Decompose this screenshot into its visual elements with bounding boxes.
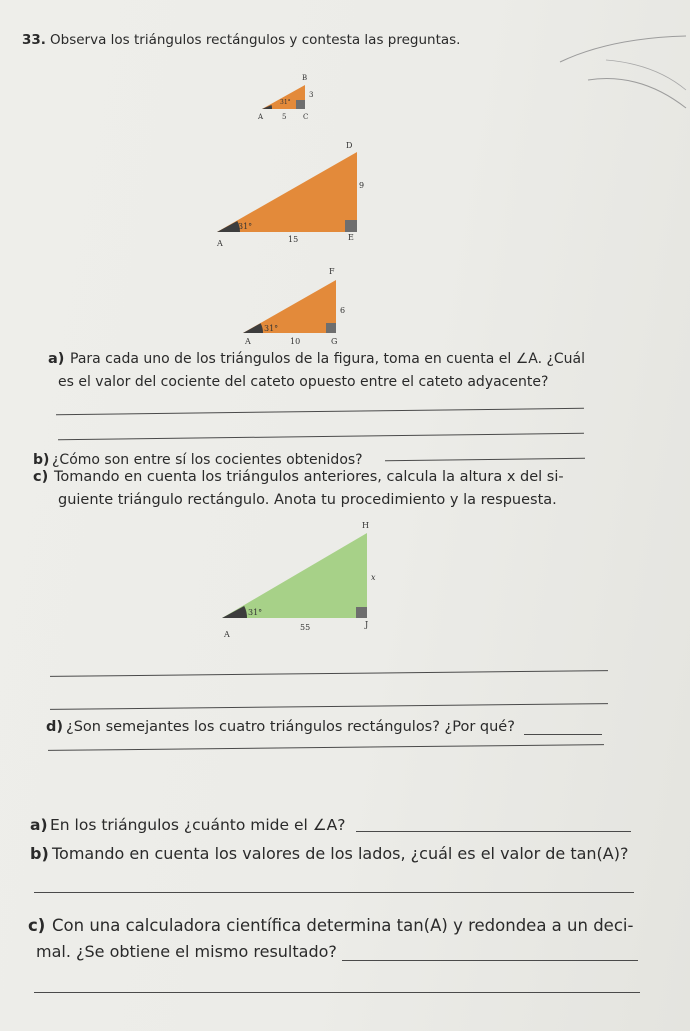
label-A-large: A bbox=[217, 239, 223, 248]
label-55: 55 bbox=[300, 623, 311, 632]
question-d-label: d) bbox=[46, 719, 64, 735]
question-c-line1: Tomando en cuenta los triángulos anteriores, calcula la altura x del si- bbox=[54, 469, 564, 485]
label-5: 5 bbox=[282, 113, 287, 121]
question2-b-text: Tomando en cuenta los valores de los lados, ¿cuál es el valor de tan(A)? bbox=[52, 844, 629, 863]
question2-c-line1: Con una calculadora científica determina tan(A) y redondea a un deci- bbox=[52, 916, 634, 935]
question-b-text: ¿Cómo son entre sí los cocientes obtenidos? bbox=[52, 452, 363, 468]
label-3: 3 bbox=[309, 91, 314, 99]
answer-line-2c1[interactable] bbox=[342, 960, 638, 961]
label-A-small: A bbox=[258, 113, 264, 121]
label-B: B bbox=[302, 74, 308, 82]
answer-line-d1[interactable] bbox=[524, 734, 602, 735]
label-angle-green: 31° bbox=[248, 608, 263, 617]
label-E: E bbox=[348, 233, 354, 242]
label-H: H bbox=[362, 521, 369, 530]
question-d-text: ¿Son semejantes los cuatro triángulos rectángulos? ¿Por qué? bbox=[66, 719, 515, 735]
triangle-green-right-angle bbox=[356, 607, 367, 618]
exercise-instruction: Observa los triángulos rectángulos y contesta las preguntas. bbox=[50, 32, 461, 48]
question-b-label: b) bbox=[33, 452, 50, 468]
label-15: 15 bbox=[288, 235, 299, 244]
question-c-line2: guiente triángulo rectángulo. Anota tu procedimiento y la respuesta. bbox=[58, 492, 557, 508]
question2-c-label: c) bbox=[28, 916, 46, 935]
label-angle-medium: 31° bbox=[264, 324, 279, 333]
label-angle-large: 31° bbox=[238, 222, 253, 231]
question-a-line2: es el valor del cociente del cateto opuesto entre el cateto adyacente? bbox=[58, 374, 549, 390]
label-angle-small: 31° bbox=[280, 99, 291, 106]
label-D: D bbox=[346, 141, 353, 150]
question2-b-label: b) bbox=[30, 844, 49, 863]
label-F: F bbox=[329, 267, 335, 276]
label-A-green: A bbox=[224, 630, 230, 639]
exercise-number: 33. bbox=[22, 32, 46, 48]
label-C: C bbox=[303, 113, 309, 121]
label-6: 6 bbox=[340, 306, 346, 315]
label-G: G bbox=[331, 337, 338, 346]
question-a-label: a) bbox=[48, 351, 65, 367]
question2-c-line2: mal. ¿Se obtiene el mismo resultado? bbox=[36, 942, 337, 961]
question-c-label: c) bbox=[33, 469, 49, 485]
label-10: 10 bbox=[290, 337, 301, 346]
question-a-line1: Para cada uno de los triángulos de la figura, toma en cuenta el ∠A. ¿Cuál bbox=[70, 351, 586, 367]
label-A-medium: A bbox=[245, 337, 251, 346]
triangle-green-shape bbox=[222, 533, 367, 618]
question2-a-text: En los triángulos ¿cuánto mide el ∠A? bbox=[50, 816, 346, 834]
answer-line-2a[interactable] bbox=[356, 831, 631, 832]
question2-a-label: a) bbox=[30, 816, 48, 834]
label-9: 9 bbox=[359, 181, 365, 190]
answer-line-2b[interactable] bbox=[34, 892, 634, 893]
label-x: x bbox=[371, 573, 376, 582]
label-J: J bbox=[365, 620, 369, 629]
triangle-green-angle-mark bbox=[222, 606, 247, 618]
answer-line-2c2[interactable] bbox=[34, 992, 640, 993]
